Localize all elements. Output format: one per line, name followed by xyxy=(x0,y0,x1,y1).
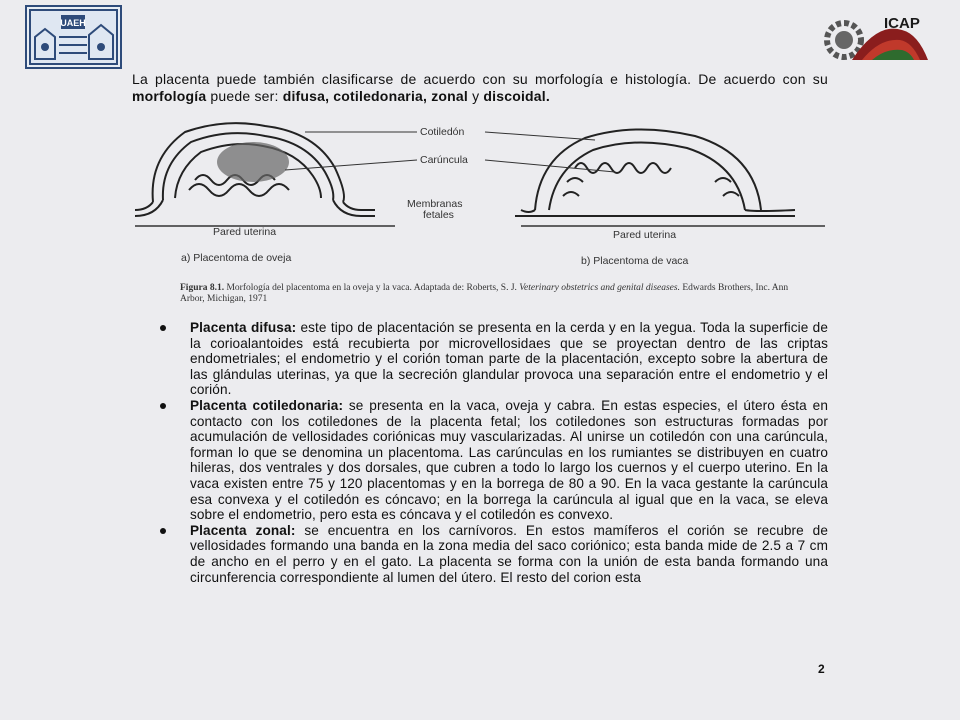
cow-placentoma-drawing xyxy=(515,129,795,216)
bullet-text: se presenta en la vaca, oveja y cabra. En estas especies, el útero ésta en contacto con los cotiledones de la placenta fetal; los cotiledones son estructuras formadas por acumulación de vellosidades coriónicas muy vascularizadas. Al unirse un cotiledón con una carúncula, forman lo que se denomina un placentoma. Las carúnculas en los rumiantes se distribuyen en cuatro hileras, dos ventrales y dos dorsales, que cubren a todo lo largo los cuernos y el cuerpo uterino. En la vaca existen entre 75 y 120 placentomas y en la borrega de 80 a 90. En la vaca gestante la carúncula esa convexa y el cotiledón es cóncavo; en la borrega la carúncula al igual que en la vaca, se eleva sobre el endometrio, pero esta es cóncava y el cotiledón es convexo. xyxy=(190,397,828,523)
list-item xyxy=(152,398,828,523)
bullet-title: Placenta cotiledonaria: xyxy=(190,397,344,413)
bullet-icon xyxy=(160,325,166,331)
bullet-icon xyxy=(160,528,166,534)
label-fetales: fetales xyxy=(423,209,454,221)
svg-text:ICAP: ICAP xyxy=(884,15,920,32)
bullet-title: Placenta difusa: xyxy=(190,320,297,335)
bullet-title: Placenta zonal: xyxy=(190,522,296,538)
caption-vaca: b) Placentoma de vaca xyxy=(581,255,689,267)
label-pared-uterina-left: Pared uterina xyxy=(213,226,277,238)
figure-caption-lead: Figura 8.1. xyxy=(180,283,225,293)
label-caruncula: Carúncula xyxy=(420,154,468,166)
icap-gear-icon xyxy=(822,8,934,68)
intro-text-1: La placenta puede también clasificarse de acuerdo con su morfología e histología. De acuerdo con su xyxy=(132,71,828,87)
svg-text:UAEH: UAEH xyxy=(60,18,86,28)
figure-caption-text-1: Morfología del placentoma en la oveja y la vaca. Adaptada de: Roberts, S. J. xyxy=(224,283,520,293)
figure-leader-lines xyxy=(285,132,615,172)
list-item xyxy=(152,320,828,398)
figure-caption-text-2: Edwards Brothers, Inc. Ann Arbor, Michigan, 1971 xyxy=(180,283,789,304)
figure-caption xyxy=(180,283,800,305)
caption-oveja: a) Placentoma de oveja xyxy=(181,252,292,264)
bullet-text: este tipo de placentación se presenta en la cerda y en la yegua. Toda la superficie de la corioalantoides está recubierta por microvellosidaes que se proyectan dentro de las criptas endometriales; el endometrio y el corión toman parte de la placentación, excepto sobre la abertura de las glándulas uterinas, ya que la secreción glandular provoca una separación entre el endometrio y el corión. xyxy=(190,320,828,398)
university-logo xyxy=(25,5,122,69)
list-item xyxy=(152,523,828,585)
intro-text-3: y xyxy=(467,88,484,104)
university-seal-icon xyxy=(27,7,120,67)
page-number: 2 xyxy=(818,662,825,676)
sheep-caruncle-shading xyxy=(217,142,289,182)
label-membranas: Membranas xyxy=(407,198,463,210)
intro-bold-morfologia: morfología xyxy=(132,88,207,104)
bullet-icon xyxy=(160,403,166,409)
icap-logo xyxy=(822,8,934,68)
intro-bold-types: difusa, cotiledonaria, zonal xyxy=(282,88,468,104)
intro-text-2: puede ser: xyxy=(206,88,283,104)
label-cotiledon: Cotiledón xyxy=(420,126,465,138)
placenta-types-list xyxy=(152,320,828,585)
placentoma-diagram xyxy=(135,118,825,278)
figure-caption-italic: Veterinary obstetrics and genital diseases. xyxy=(519,283,680,293)
label-pared-uterina-right: Pared uterina xyxy=(613,229,677,241)
intro-bold-discoidal: discoidal. xyxy=(483,88,550,104)
bullet-text: se encuentra en los carnívoros. En estos mamíferos el corión se recubre de vellosidades formando una banda en la zona media del saco coriónico; esta banda mide de 2.5 a 7 cm de ancho en el perro y en el gato. La placenta se forma con la unión de esta banda formando una circunferencia correspondiente al lumen del útero. El resto del corion esta xyxy=(190,522,828,585)
intro-paragraph xyxy=(132,71,828,105)
